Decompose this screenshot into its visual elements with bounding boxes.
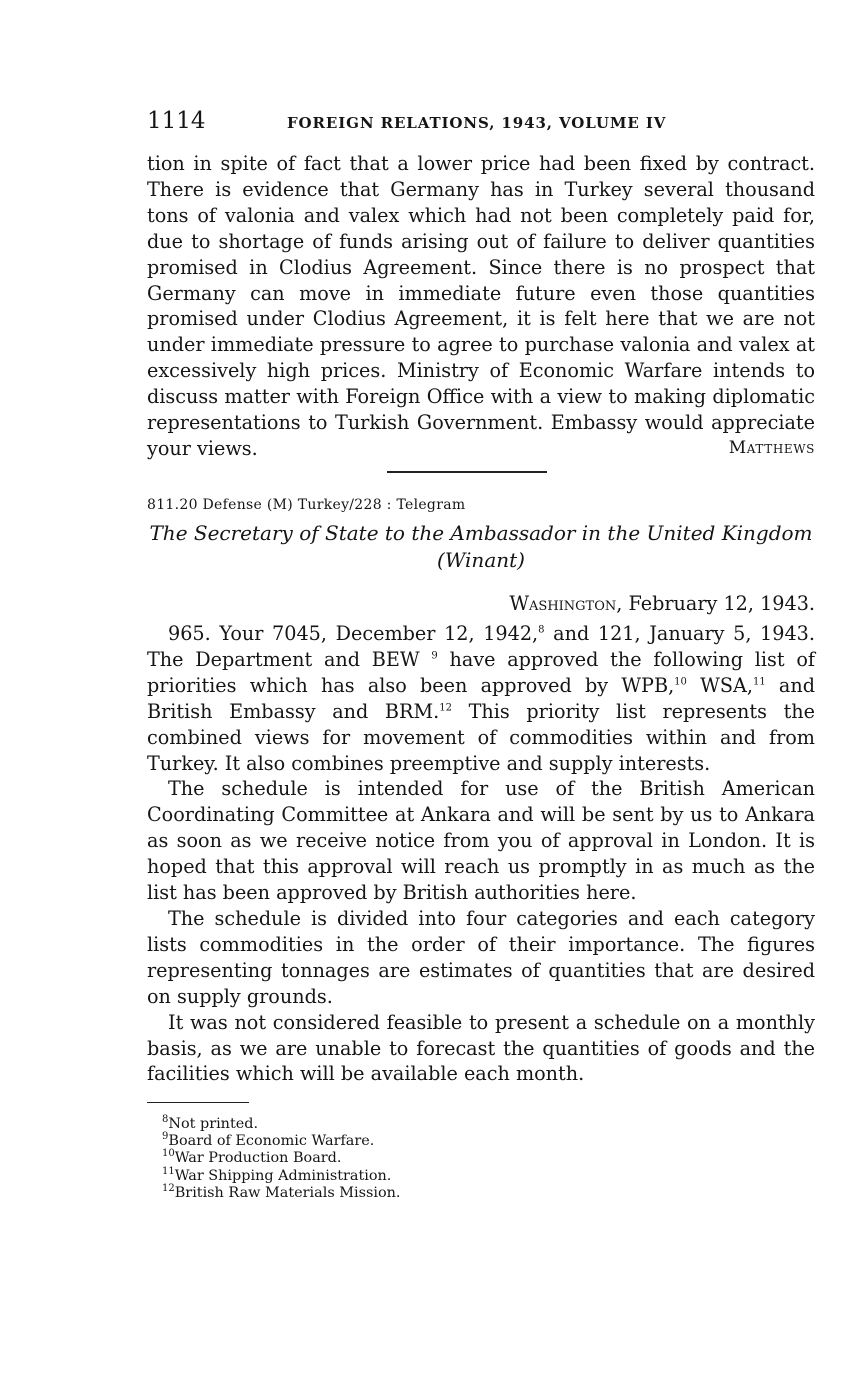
title-line-2: (Winant) [437,548,525,572]
footnote-10: $^{10}$War Production Board. [162,1148,342,1167]
title-line-1: The Secretary of State to the Ambassador in the United Kingdom [149,521,813,545]
footnote-ref-12: 12 [439,702,452,714]
footnote-ref-11: 11 [752,676,766,688]
footnote-11: $^{11}$War Shipping Administration. [162,1165,392,1184]
footnote-ref-10: 10 [674,676,687,688]
paragraph-4: It was not considered feasible to present a schedule on a monthly basis, as we are unable to forecast the quantities of goods and the facilities which will be available each month. [147,1010,815,1086]
document-title [147,520,815,574]
footnote-divider [147,1102,249,1103]
continued-paragraph: tion in spite of fact that a lower price had been fixed by contract. There is evidence that Germany has in Turkey several thousand tons of valonia and valex which had not been completely paid for, due to shortage of funds arising out of failure to deliver quantities promised in Clodius Agreement. Since there is no prospect that Germany can move in immediate future even those quantities promised under Clodius Agreement, it is felt here that we are not under immediate pressure to agree to purchase valonia and valex at excessively high prices. Ministry of Economic Warfare intends to discuss matter with Foreign Office with a view to making diplomatic representations to Turkish Government. Embassy would appreciate your views. [147,152,815,460]
footnote-ref-9: 9 [431,650,438,662]
continued-telegram-text [147,151,815,462]
dateline-date: February 12, 1943. [622,592,815,615]
footnote-9: $^9$Board of Economic Warfare. [162,1131,375,1150]
paragraph-2: The schedule is intended for use of the British American Coordinating Committee at Ankara and will be sent by us to Ankara as soon as we receive notice from you of approval in London. It is hoped that this approval will reach us promptly in as much as the list has been approved by British authorities here. [147,777,815,905]
footnote-8: $^8$Not printed. [162,1114,259,1132]
signature: Matthews [728,438,815,458]
footnote-ref-8: 8 [538,624,545,636]
dateline [509,592,815,615]
telegram-body [147,621,815,1087]
dateline-place: Washington, [509,592,623,615]
footnotes [162,1116,401,1202]
page-number: 1114 [147,108,206,134]
running-head: FOREIGN RELATIONS, 1943, VOLUME IV [287,114,667,132]
footnote-12: $^{12}$British Raw Materials Mission. [162,1183,401,1201]
page-header [147,108,815,138]
file-reference: 811.20 Defense (M) Turkey/228 : Telegram [147,497,466,513]
paragraph-3: The schedule is divided into four categories and each category lists commodities in the order of their importance. The figures representing tonnages are estimates of quantities that are desired on supply grounds. [147,906,815,1008]
section-divider [387,471,547,473]
paragraph-1: 965. Your 7045, December 12, 1942,$^8$ and 121, January 5, 1943. The Department and BEW $^9$ have approved the following list of priorities which has also been approved by WPB,$^{10}$ WSA,$^{11}$ and British Embassy and BRM.$^{12}$ This priority list represents the combined views for movement of commodities within and from Turkey. It also combines preemptive and supply interests. [147,622,815,775]
